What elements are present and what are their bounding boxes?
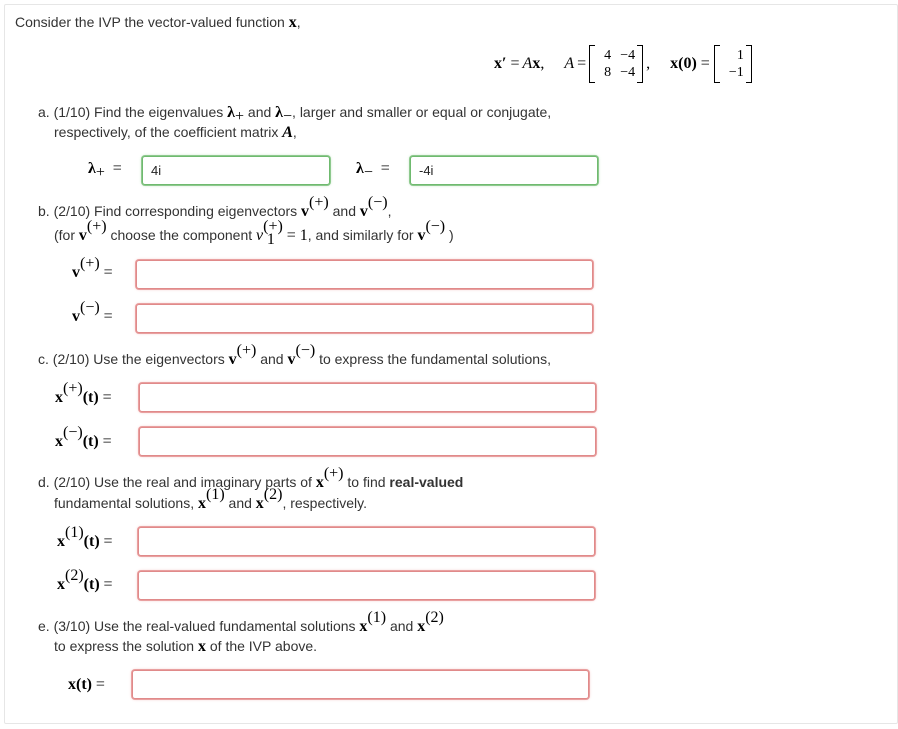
x2-label — [57, 567, 113, 594]
x-plus-input[interactable] — [139, 383, 596, 412]
x-symbol: x — [417, 618, 426, 635]
eq-separator: , — [646, 55, 651, 72]
sup-2: (2) — [263, 486, 283, 504]
t-arg: (t) — [82, 389, 99, 406]
equals-sign: = — [112, 160, 122, 177]
x-symbol: x — [57, 576, 65, 593]
part-b-text: b. (2/10) Find corresponding eigenvectors — [38, 203, 298, 219]
lambda-symbol: λ — [227, 104, 235, 121]
matrix-cell: −4 — [620, 47, 636, 63]
v-plus-label — [72, 255, 113, 282]
x-symbol: x — [55, 433, 63, 450]
component-var: v — [256, 227, 264, 244]
part-b-text: , and similarly for — [307, 227, 414, 243]
intro-text: Consider the IVP the vector-valued function — [15, 14, 285, 30]
lambda-plus-label — [88, 160, 122, 181]
t-arg: (t) — [83, 533, 100, 550]
equals-sign: = — [103, 264, 113, 281]
sup-1: (1) — [205, 486, 225, 504]
sup-1: (1) — [65, 524, 84, 542]
and-text: and — [332, 203, 356, 219]
part-b-text: ) — [449, 227, 454, 243]
lambda-symbol: λ — [88, 160, 96, 177]
x0-vector — [714, 45, 752, 83]
minus-superscript: (−) — [80, 299, 100, 317]
part-a-line2 — [54, 124, 297, 142]
matrix-A-ref: A — [282, 124, 293, 141]
equals-sign: = — [102, 389, 112, 406]
v-minus-label — [72, 299, 113, 326]
x-symbol: x — [315, 474, 324, 491]
intro-var: x — [288, 14, 297, 31]
part-d-line2 — [54, 486, 367, 513]
and-text: and — [389, 618, 414, 634]
and-text: and — [228, 495, 252, 511]
sup-1: (1) — [367, 609, 387, 627]
plus-superscript: (+) — [86, 218, 107, 236]
part-e-line1 — [38, 609, 444, 636]
part-e-text: of the IVP above. — [209, 638, 318, 654]
eq-equals-1: = — [510, 55, 520, 72]
part-a-line1 — [38, 104, 552, 125]
part-d-text: , respectively. — [282, 495, 367, 511]
x-plus-label — [55, 380, 112, 407]
real-valued-bold: real-valued — [389, 474, 464, 490]
v-symbol: v — [72, 264, 80, 281]
x2-input[interactable] — [138, 571, 595, 600]
plus-superscript: (+) — [263, 218, 283, 236]
part-e-text: to express the solution — [54, 638, 195, 654]
intro-comma: , — [296, 14, 301, 30]
x-minus-label — [55, 424, 112, 451]
ivp-equation — [494, 42, 752, 86]
part-d-text: to find — [347, 474, 386, 490]
component-subscript: 1 — [266, 231, 275, 248]
component-eq: = 1 — [286, 227, 308, 244]
v-symbol: v — [417, 227, 426, 244]
vector-cell: 1 — [736, 47, 744, 63]
matrix-A-equals: = — [577, 55, 587, 72]
minus-superscript: (−) — [63, 424, 83, 442]
x-minus-input[interactable] — [139, 427, 596, 456]
plus-subscript: + — [95, 164, 105, 181]
plus-superscript: (+) — [323, 465, 344, 483]
part-d-text: d. (2/10) Use the real and imaginary parts of — [38, 474, 312, 490]
eq-x: x — [532, 55, 541, 72]
matrix-cell: −4 — [620, 64, 636, 80]
minus-subscript: − — [283, 108, 293, 125]
equals-sign: = — [103, 576, 113, 593]
eq-xprime: x′ — [494, 55, 507, 72]
plus-subscript: + — [234, 108, 245, 125]
t-arg: (t) — [83, 576, 100, 593]
x-symbol: x — [57, 533, 65, 550]
lambda-symbol: λ — [356, 160, 364, 177]
x0-equals: = — [700, 55, 710, 72]
part-e-line2 — [54, 638, 317, 656]
lambda-minus-input[interactable] — [410, 156, 598, 185]
xt-symbol: x(t) — [68, 676, 92, 693]
equals-sign: = — [103, 308, 113, 325]
matrix-A — [589, 45, 643, 83]
part-c-text: to express the fundamental solutions, — [319, 351, 551, 367]
equals-sign: = — [103, 533, 113, 550]
x-symbol: x — [359, 618, 368, 635]
matrix-cell: 4 — [604, 47, 612, 63]
v-symbol: v — [287, 351, 296, 368]
part-a-text: a. (1/10) Find the eigenvalues — [38, 104, 224, 120]
x-symbol: x — [255, 495, 264, 512]
t-arg: (t) — [82, 433, 99, 450]
part-a-text: , — [292, 124, 297, 140]
eq-A: A — [522, 55, 533, 72]
xt-label — [68, 676, 105, 694]
part-d-line1 — [38, 465, 464, 492]
intro-line — [15, 14, 301, 32]
part-e-text: e. (3/10) Use the real-valued fundamental solutions — [38, 618, 356, 634]
lambda-symbol: λ — [275, 104, 284, 121]
part-b-line2 — [54, 218, 454, 248]
vector-cell: −1 — [728, 64, 744, 80]
plus-superscript: (+) — [309, 194, 329, 212]
part-c-line — [38, 342, 551, 369]
right-bracket — [637, 45, 643, 83]
plus-superscript: (+) — [80, 255, 100, 273]
x0-label: x(0) — [670, 55, 697, 72]
equals-sign: = — [380, 160, 390, 177]
and-text: and — [247, 104, 272, 120]
minus-subscript: − — [363, 164, 373, 181]
equals-sign: = — [102, 433, 112, 450]
v-symbol: v — [72, 308, 80, 325]
part-c-text: c. (2/10) Use the eigenvectors — [38, 351, 225, 367]
and-text: and — [260, 351, 284, 367]
xt-input[interactable] — [132, 670, 589, 699]
v-symbol: v — [228, 351, 237, 368]
x-symbol: x — [55, 389, 63, 406]
minus-superscript: (−) — [367, 194, 388, 212]
v-symbol: v — [78, 227, 87, 244]
v-plus-input[interactable] — [136, 260, 593, 289]
plus-superscript: (+) — [236, 342, 257, 360]
sup-2: (2) — [65, 567, 84, 585]
matrix-cell: 8 — [604, 64, 612, 80]
part-b-text: (for — [54, 227, 75, 243]
v-minus-input[interactable] — [136, 304, 593, 333]
x1-label — [57, 524, 113, 551]
right-bracket — [746, 45, 752, 83]
x1-input[interactable] — [138, 527, 595, 556]
plus-superscript: (+) — [63, 380, 83, 398]
equals-sign: = — [95, 676, 105, 693]
lambda-minus-label — [356, 160, 390, 181]
matrix-A-label: A — [564, 55, 575, 72]
part-a-text: respectively, of the coefficient matrix — [54, 124, 279, 140]
sup-2: (2) — [425, 609, 444, 627]
minus-superscript: (−) — [425, 218, 446, 236]
x-symbol: x — [197, 638, 206, 655]
lambda-plus-input[interactable] — [142, 156, 330, 185]
part-d-text: fundamental solutions, — [54, 495, 195, 511]
minus-superscript: (−) — [295, 342, 316, 360]
part-b-text: , — [387, 203, 392, 219]
v-symbol: v — [359, 203, 368, 220]
x-symbol: x — [197, 495, 206, 512]
part-b-text: choose the component — [110, 227, 253, 243]
part-a-text: , larger and smaller or equal or conjugate, — [292, 104, 552, 120]
eq-comma: , — [540, 55, 545, 72]
v-symbol: v — [301, 203, 310, 220]
